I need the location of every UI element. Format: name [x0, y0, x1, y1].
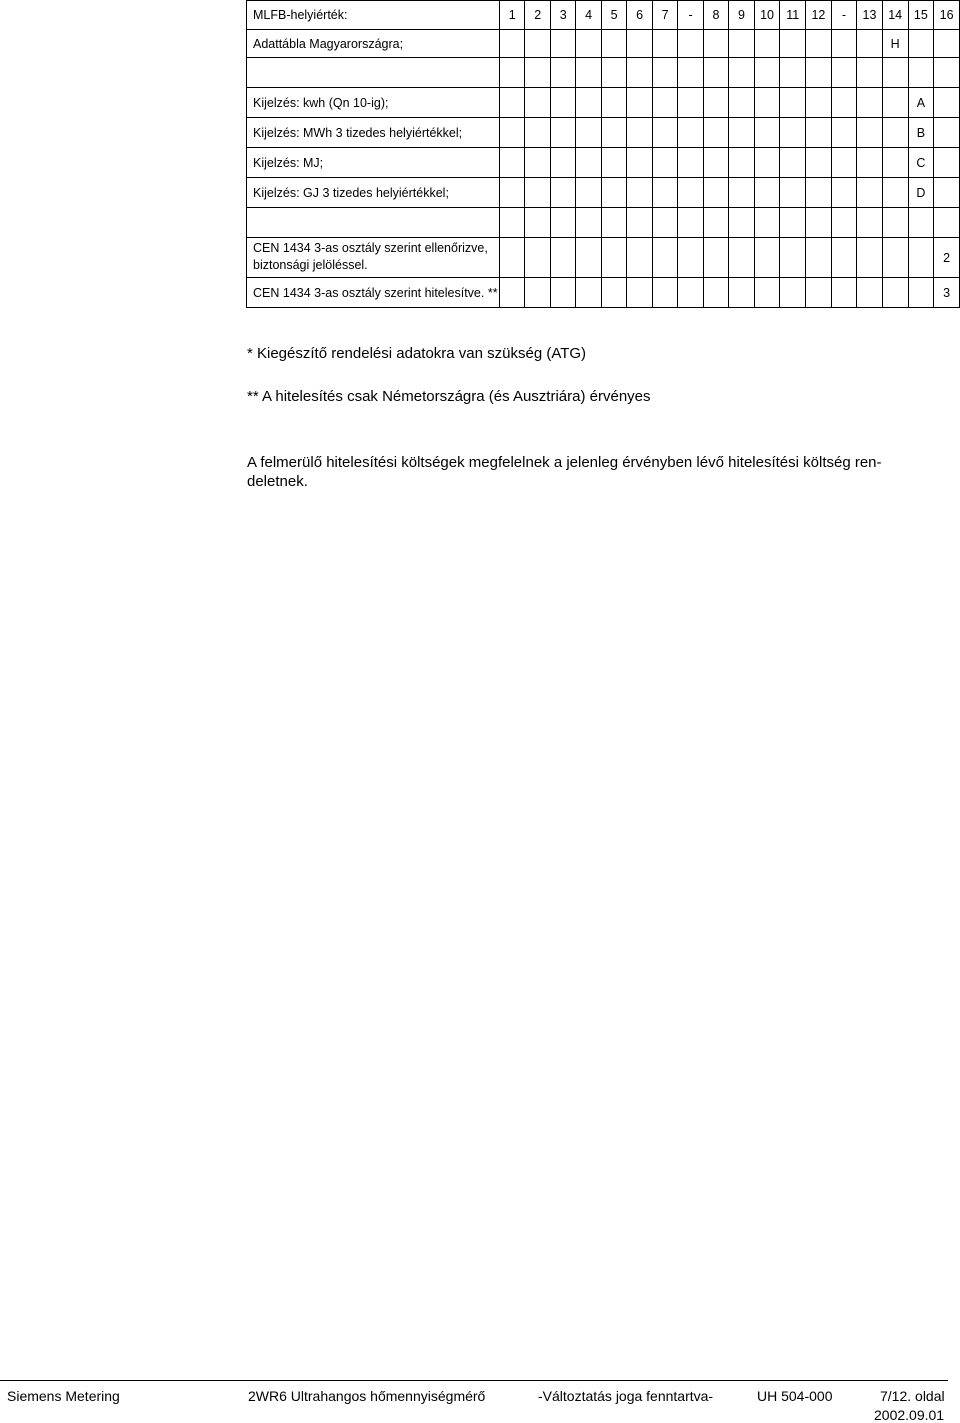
header-row	[247, 1, 960, 30]
empty-cell	[652, 30, 677, 58]
empty-cell	[627, 148, 652, 178]
note-costs-line2: deletnek.	[247, 473, 308, 490]
option-row	[247, 58, 960, 88]
empty-cell	[678, 88, 703, 118]
option-row	[247, 88, 960, 118]
empty-cell	[754, 118, 780, 148]
option-label: Adattábla Magyarországra;	[247, 30, 500, 58]
empty-cell	[806, 278, 832, 308]
option-code-cell: D	[908, 178, 934, 208]
empty-cell	[525, 30, 550, 58]
option-label	[247, 208, 500, 238]
empty-cell	[831, 178, 856, 208]
option-code-cell: B	[908, 118, 934, 148]
empty-cell	[678, 178, 703, 208]
empty-cell	[729, 88, 754, 118]
empty-cell	[576, 238, 601, 278]
position-header-cell: -	[678, 1, 703, 30]
empty-cell	[499, 238, 524, 278]
empty-cell	[882, 118, 908, 148]
empty-cell	[729, 30, 754, 58]
empty-cell	[882, 208, 908, 238]
empty-cell	[601, 278, 626, 308]
empty-cell	[882, 88, 908, 118]
position-header-cell: 7	[652, 1, 677, 30]
empty-cell	[754, 238, 780, 278]
empty-cell	[857, 238, 883, 278]
empty-cell	[703, 238, 728, 278]
empty-cell	[499, 30, 524, 58]
empty-cell	[703, 30, 728, 58]
empty-cell	[678, 208, 703, 238]
empty-cell	[754, 58, 780, 88]
empty-cell	[550, 238, 575, 278]
note-germany: ** A hitelesítés csak Németországra (és Ausztriára) érvényes	[247, 388, 651, 405]
option-row	[247, 208, 960, 238]
empty-cell	[934, 148, 960, 178]
option-label: Kijelzés: kwh (Qn 10-ig);	[247, 88, 500, 118]
empty-cell	[652, 148, 677, 178]
empty-cell	[627, 278, 652, 308]
empty-cell	[908, 238, 934, 278]
empty-cell	[831, 88, 856, 118]
empty-cell	[678, 238, 703, 278]
position-header-cell: 6	[627, 1, 652, 30]
empty-cell	[550, 278, 575, 308]
option-label	[247, 58, 500, 88]
empty-cell	[627, 118, 652, 148]
empty-cell	[754, 88, 780, 118]
empty-cell	[780, 178, 806, 208]
empty-cell	[831, 118, 856, 148]
option-row	[247, 178, 960, 208]
option-row	[247, 278, 960, 308]
empty-cell	[525, 118, 550, 148]
empty-cell	[576, 178, 601, 208]
empty-cell	[754, 178, 780, 208]
empty-cell	[857, 88, 883, 118]
note-atg: * Kiegészítő rendelési adatokra van szükség (ATG)	[247, 345, 587, 362]
empty-cell	[576, 88, 601, 118]
position-header-cell: 11	[780, 1, 806, 30]
page-footer	[0, 1380, 948, 1423]
option-row	[247, 118, 960, 148]
empty-cell	[934, 208, 960, 238]
empty-cell	[627, 208, 652, 238]
empty-cell	[857, 178, 883, 208]
empty-cell	[678, 30, 703, 58]
empty-cell	[601, 178, 626, 208]
empty-cell	[499, 178, 524, 208]
option-row	[247, 30, 960, 58]
empty-cell	[729, 278, 754, 308]
empty-cell	[703, 208, 728, 238]
empty-cell	[550, 88, 575, 118]
position-header-cell: 2	[525, 1, 550, 30]
empty-cell	[831, 58, 856, 88]
empty-cell	[934, 58, 960, 88]
empty-cell	[754, 30, 780, 58]
option-label: Kijelzés: MJ;	[247, 148, 500, 178]
empty-cell	[806, 148, 832, 178]
empty-cell	[729, 238, 754, 278]
empty-cell	[857, 148, 883, 178]
empty-cell	[908, 208, 934, 238]
position-header-cell: 4	[576, 1, 601, 30]
empty-cell	[754, 278, 780, 308]
empty-cell	[576, 278, 601, 308]
footer-date: 2002.09.01	[874, 1407, 945, 1423]
empty-cell	[831, 30, 856, 58]
empty-cell	[550, 208, 575, 238]
empty-cell	[576, 30, 601, 58]
option-label: Kijelzés: GJ 3 tizedes helyiértékkel;	[247, 178, 500, 208]
empty-cell	[729, 178, 754, 208]
empty-cell	[525, 58, 550, 88]
empty-cell	[678, 118, 703, 148]
empty-cell	[780, 58, 806, 88]
empty-cell	[652, 118, 677, 148]
empty-cell	[499, 148, 524, 178]
footer-rights: -Változtatás joga fenntartva-	[538, 1388, 714, 1404]
position-header-cell: 10	[754, 1, 780, 30]
empty-cell	[780, 278, 806, 308]
position-header-cell: 9	[729, 1, 754, 30]
empty-cell	[525, 88, 550, 118]
empty-cell	[831, 148, 856, 178]
empty-cell	[882, 58, 908, 88]
empty-cell	[703, 88, 728, 118]
position-header-cell: 15	[908, 1, 934, 30]
empty-cell	[882, 278, 908, 308]
empty-cell	[806, 238, 832, 278]
empty-cell	[806, 178, 832, 208]
empty-cell	[652, 278, 677, 308]
empty-cell	[703, 278, 728, 308]
empty-cell	[601, 30, 626, 58]
empty-cell	[499, 118, 524, 148]
empty-cell	[525, 238, 550, 278]
empty-cell	[780, 30, 806, 58]
empty-cell	[780, 148, 806, 178]
empty-cell	[806, 88, 832, 118]
empty-cell	[729, 118, 754, 148]
empty-cell	[525, 148, 550, 178]
empty-cell	[678, 278, 703, 308]
empty-cell	[678, 58, 703, 88]
empty-cell	[934, 88, 960, 118]
empty-cell	[857, 58, 883, 88]
position-header-cell: 14	[882, 1, 908, 30]
empty-cell	[780, 208, 806, 238]
empty-cell	[576, 58, 601, 88]
empty-cell	[729, 58, 754, 88]
empty-cell	[703, 148, 728, 178]
empty-cell	[499, 88, 524, 118]
empty-cell	[831, 238, 856, 278]
header-label: MLFB-helyiérték:	[247, 1, 500, 30]
empty-cell	[806, 30, 832, 58]
empty-cell	[601, 88, 626, 118]
empty-cell	[601, 208, 626, 238]
empty-cell	[908, 30, 934, 58]
empty-cell	[525, 208, 550, 238]
empty-cell	[576, 208, 601, 238]
position-header-cell: 16	[934, 1, 960, 30]
option-code-cell: 2	[934, 238, 960, 278]
empty-cell	[831, 278, 856, 308]
empty-cell	[601, 148, 626, 178]
empty-cell	[780, 238, 806, 278]
empty-cell	[754, 208, 780, 238]
option-label: CEN 1434 3-as osztály szerint ellenőrizve, biztonsági jelöléssel.	[247, 238, 500, 278]
empty-cell	[908, 58, 934, 88]
empty-cell	[499, 278, 524, 308]
empty-cell	[601, 238, 626, 278]
empty-cell	[729, 148, 754, 178]
option-label: Kijelzés: MWh 3 tizedes helyiértékkel;	[247, 118, 500, 148]
empty-cell	[882, 238, 908, 278]
empty-cell	[499, 208, 524, 238]
mlfb-table	[246, 0, 960, 308]
empty-cell	[934, 178, 960, 208]
empty-cell	[908, 278, 934, 308]
option-code-cell: H	[882, 30, 908, 58]
position-header-cell: -	[831, 1, 856, 30]
empty-cell	[754, 148, 780, 178]
empty-cell	[627, 178, 652, 208]
position-header-cell: 13	[857, 1, 883, 30]
empty-cell	[703, 58, 728, 88]
option-label: CEN 1434 3-as osztály szerint hitelesítve. **	[247, 278, 500, 308]
footer-page-number: 7/12. oldal	[880, 1388, 945, 1404]
option-code-cell: A	[908, 88, 934, 118]
footer-product: 2WR6 Ultrahangos hőmennyiségmérő	[248, 1388, 486, 1404]
empty-cell	[627, 58, 652, 88]
empty-cell	[627, 30, 652, 58]
position-header-cell: 3	[550, 1, 575, 30]
empty-cell	[806, 58, 832, 88]
empty-cell	[550, 30, 575, 58]
empty-cell	[652, 178, 677, 208]
option-row	[247, 148, 960, 178]
empty-cell	[703, 118, 728, 148]
empty-cell	[831, 208, 856, 238]
empty-cell	[550, 118, 575, 148]
empty-cell	[703, 178, 728, 208]
position-header-cell: 12	[806, 1, 832, 30]
empty-cell	[652, 88, 677, 118]
empty-cell	[601, 58, 626, 88]
option-code-cell: C	[908, 148, 934, 178]
empty-cell	[627, 88, 652, 118]
empty-cell	[780, 118, 806, 148]
empty-cell	[550, 58, 575, 88]
empty-cell	[652, 208, 677, 238]
position-header-cell: 8	[703, 1, 728, 30]
position-header-cell: 5	[601, 1, 626, 30]
position-header-cell: 1	[499, 1, 524, 30]
empty-cell	[525, 278, 550, 308]
option-row	[247, 238, 960, 278]
empty-cell	[934, 30, 960, 58]
empty-cell	[678, 148, 703, 178]
option-code-cell: 3	[934, 278, 960, 308]
empty-cell	[729, 208, 754, 238]
empty-cell	[550, 178, 575, 208]
empty-cell	[525, 178, 550, 208]
empty-cell	[652, 238, 677, 278]
empty-cell	[857, 118, 883, 148]
empty-cell	[882, 148, 908, 178]
note-costs-line1: A felmerülő hitelesítési költségek megfelelnek a jelenleg érvényben lévő hitelesítési költség ren-	[247, 454, 882, 471]
empty-cell	[780, 88, 806, 118]
footer-doc-number: UH 504-000	[757, 1388, 833, 1404]
empty-cell	[576, 148, 601, 178]
empty-cell	[857, 30, 883, 58]
empty-cell	[806, 118, 832, 148]
footer-company: Siemens Metering	[7, 1388, 120, 1404]
empty-cell	[857, 278, 883, 308]
empty-cell	[652, 58, 677, 88]
empty-cell	[601, 118, 626, 148]
empty-cell	[499, 58, 524, 88]
empty-cell	[806, 208, 832, 238]
empty-cell	[576, 118, 601, 148]
empty-cell	[550, 148, 575, 178]
empty-cell	[857, 208, 883, 238]
empty-cell	[882, 178, 908, 208]
empty-cell	[627, 238, 652, 278]
empty-cell	[934, 118, 960, 148]
